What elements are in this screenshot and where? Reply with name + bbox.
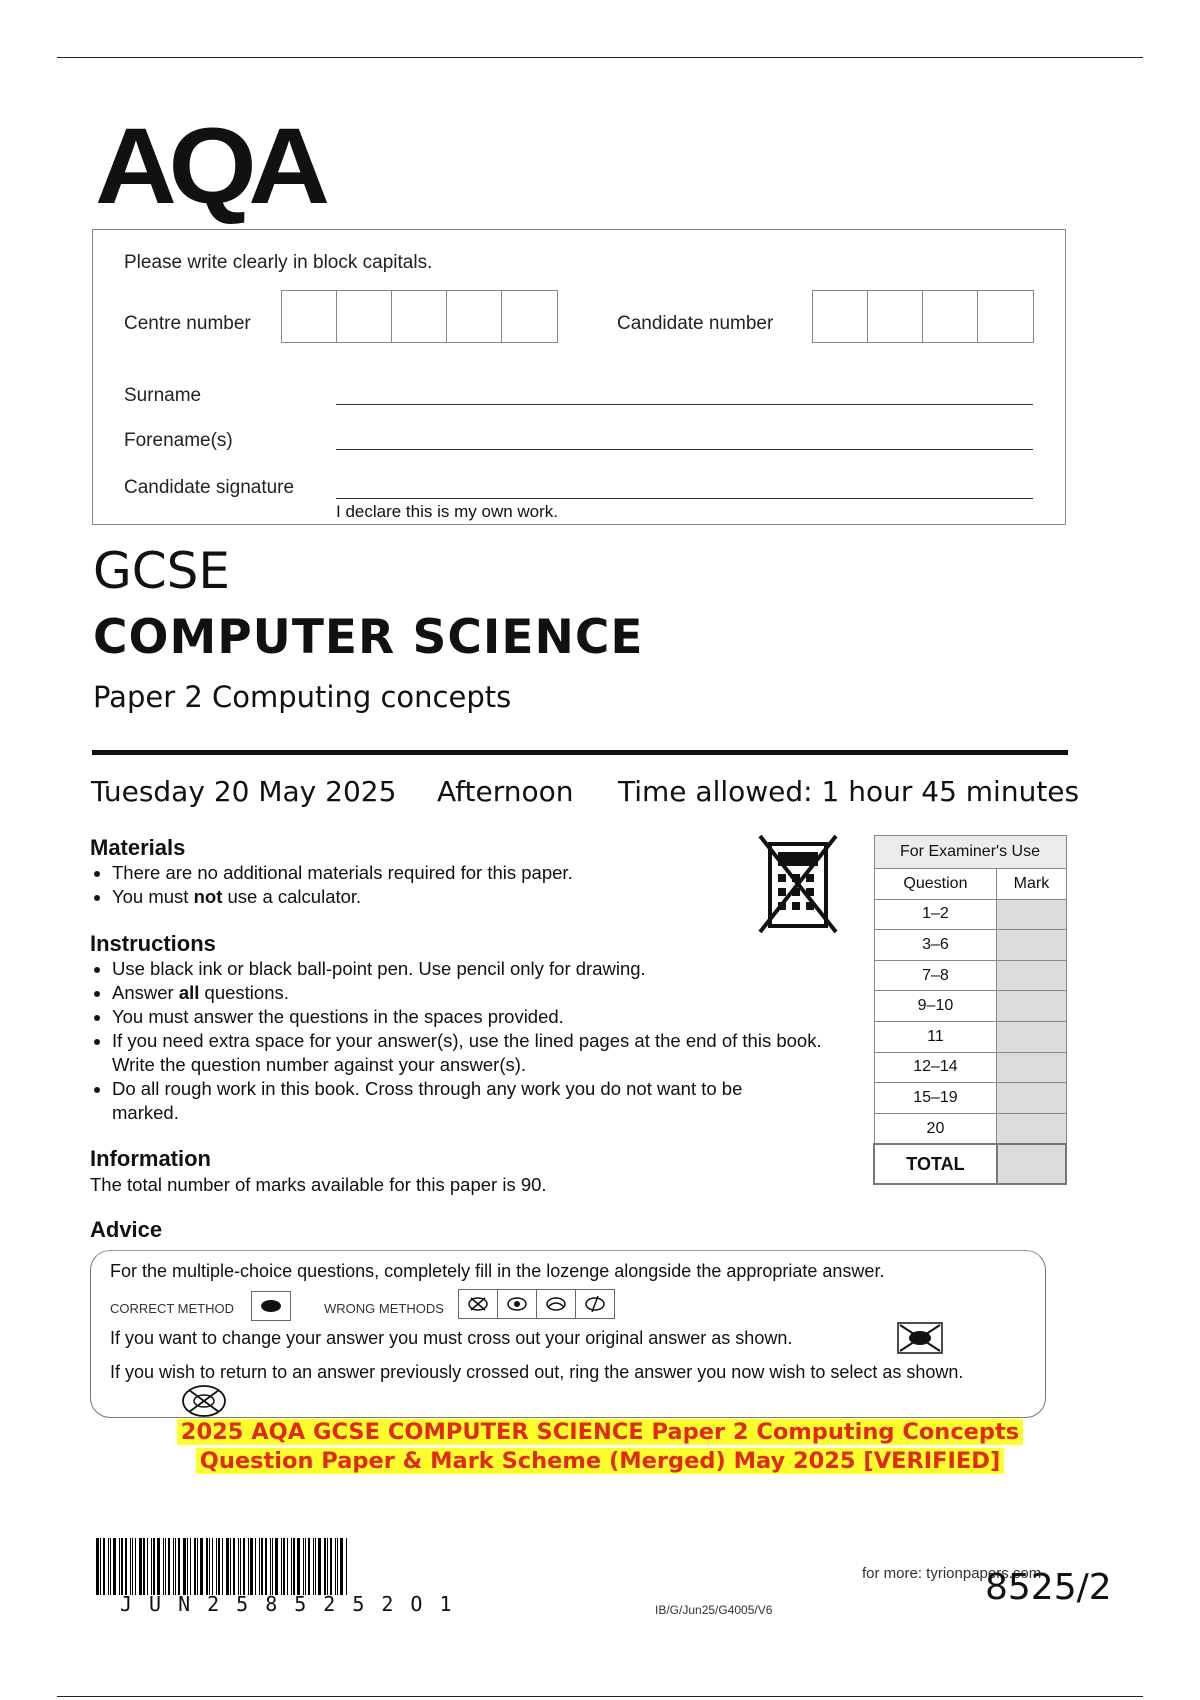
barcode-bar	[147, 1538, 148, 1595]
question-cell: 9–10	[874, 991, 997, 1022]
question-cell: 15–19	[874, 1083, 997, 1114]
barcode-bar	[250, 1538, 253, 1595]
information-heading: Information	[90, 1146, 211, 1171]
question-cell: 11	[874, 1021, 997, 1052]
barcode-bar	[243, 1538, 245, 1595]
barcode-bar	[119, 1538, 120, 1595]
banner-line-1: 2025 AQA GCSE COMPUTER SCIENCE Paper 2 Computing Concepts	[0, 1419, 1200, 1445]
barcode-bar	[293, 1538, 295, 1595]
barcode-bar	[168, 1538, 170, 1595]
declaration-text: I declare this is my own work.	[336, 502, 559, 521]
barcode-bar	[230, 1538, 231, 1595]
crossed-answer-icon	[897, 1322, 943, 1354]
mark-cell	[997, 1113, 1066, 1144]
barcode-bar	[255, 1538, 256, 1595]
barcode-bar	[281, 1538, 282, 1595]
barcode-bar	[275, 1538, 278, 1595]
candidate-details-box	[92, 229, 1066, 525]
subject-title: COMPUTER SCIENCE	[93, 610, 644, 665]
total-mark-cell	[997, 1144, 1066, 1184]
exam-date: Tuesday 20 May 2025	[91, 775, 397, 808]
barcode-bar	[190, 1538, 191, 1595]
barcode-bar	[130, 1538, 131, 1595]
barcode-bar	[313, 1538, 314, 1595]
signature-field[interactable]	[336, 498, 1033, 499]
barcode-bar	[226, 1538, 229, 1595]
candidate-number-field[interactable]	[812, 290, 1034, 343]
instruction-item: • Answer all questions.	[112, 981, 830, 1005]
barcode-bar	[200, 1538, 203, 1595]
mark-column-header: Mark	[997, 869, 1066, 900]
barcode-bar	[183, 1538, 186, 1595]
barcode-bar	[346, 1538, 347, 1595]
barcode-bar	[125, 1538, 127, 1595]
barcode-bar	[308, 1538, 310, 1595]
title-divider	[92, 750, 1068, 755]
question-cell: 12–14	[874, 1052, 997, 1083]
barcode-bar	[233, 1538, 235, 1595]
barcode-bar	[240, 1538, 241, 1595]
barcode-bar	[340, 1538, 343, 1595]
barcode-bar	[261, 1538, 263, 1595]
candidate-number-label: Candidate number	[617, 313, 774, 334]
barcode-bar	[303, 1538, 304, 1595]
barcode-bar	[206, 1538, 208, 1595]
instruction-item: • Use black ink or black ball-point pen. Use pencil only for drawing.	[112, 957, 830, 981]
barcode-bar	[270, 1538, 271, 1595]
advice-line-1: For the multiple-choice questions, completely fill in the lozenge alongside the appropriate answer.	[110, 1261, 885, 1281]
barcode-bar	[324, 1538, 326, 1595]
barcode-bar	[187, 1538, 188, 1595]
barcode-bar	[272, 1538, 273, 1595]
forenames-field[interactable]	[336, 449, 1033, 450]
barcode-bar	[218, 1538, 220, 1595]
barcode-bar	[153, 1538, 155, 1595]
question-cell: 3–6	[874, 930, 997, 961]
document-reference: IB/G/Jun25/G4005/V6	[655, 1603, 773, 1617]
mark-cell	[997, 1052, 1066, 1083]
barcode-bar	[287, 1538, 288, 1595]
barcode-bar	[175, 1538, 176, 1595]
wrong-methods-examples	[458, 1289, 615, 1319]
barcode-bar	[103, 1538, 105, 1595]
time-allowed: Time allowed: 1 hour 45 minutes	[618, 775, 1080, 808]
top-rule	[57, 57, 1143, 58]
barcode-bar	[178, 1538, 180, 1595]
bottom-rule	[57, 1696, 1143, 1697]
mark-cell	[997, 1021, 1066, 1052]
barcode-bar	[259, 1538, 260, 1595]
correct-method-label: CORRECT METHOD	[110, 1301, 234, 1316]
barcode-bar	[194, 1538, 196, 1595]
barcode-bar	[265, 1538, 267, 1595]
centre-number-label: Centre number	[124, 313, 251, 334]
no-calculator-icon	[758, 834, 838, 934]
wrong-methods-label: WRONG METHODS	[324, 1301, 444, 1316]
barcode-bar	[335, 1538, 336, 1595]
banner-line-2: Question Paper & Mark Scheme (Merged) May 2025 [VERIFIED]	[0, 1448, 1200, 1474]
forenames-label: Forename(s)	[124, 430, 233, 451]
advice-line-2: If you want to change your answer you must cross out your original answer as shown.	[110, 1328, 793, 1348]
barcode-bar	[139, 1538, 142, 1595]
instructions-section	[90, 931, 830, 1125]
materials-section	[90, 835, 750, 909]
barcode-bar	[113, 1538, 116, 1595]
advice-box	[90, 1250, 1046, 1418]
materials-heading: Materials	[90, 835, 186, 860]
qualification-title: GCSE	[93, 542, 230, 600]
barcode-bar	[216, 1538, 217, 1595]
barcode-bar	[110, 1538, 111, 1595]
barcode-bar	[135, 1538, 136, 1595]
exam-session: Afternoon	[437, 775, 574, 808]
question-cell: 1–2	[874, 899, 997, 930]
barcode-bar	[165, 1538, 166, 1595]
barcode-bar	[121, 1538, 123, 1595]
barcode-bar	[108, 1538, 109, 1595]
block-capitals-instruction: Please write clearly in block capitals.	[124, 252, 433, 273]
barcode-bar	[315, 1538, 316, 1595]
barcode-bar	[283, 1538, 285, 1595]
barcode-bar	[222, 1538, 223, 1595]
barcode-bar	[337, 1538, 338, 1595]
barcode-bar	[143, 1538, 145, 1595]
instructions-heading: Instructions	[90, 931, 216, 956]
more-papers-link[interactable]: for more: tyrionpapers.com	[862, 1565, 1042, 1582]
barcode-bar	[100, 1538, 101, 1595]
barcode-bar	[173, 1538, 174, 1595]
barcode-bar	[212, 1538, 213, 1595]
mark-cell	[997, 899, 1066, 930]
signature-label: Candidate signature	[124, 477, 295, 498]
barcode-bar	[238, 1538, 239, 1595]
barcode-bar	[327, 1538, 328, 1595]
surname-label: Surname	[124, 385, 202, 406]
centre-number-field[interactable]	[281, 290, 558, 343]
barcode-bar	[163, 1538, 164, 1595]
paper-title: Paper 2 Computing concepts	[93, 680, 512, 714]
barcode-bar	[318, 1538, 321, 1595]
instruction-item: • You must answer the questions in the spaces provided.	[112, 1005, 830, 1029]
barcode-bar	[132, 1538, 133, 1595]
aqa-logo: AQA	[95, 105, 322, 226]
barcode-bar	[209, 1538, 210, 1595]
barcode-bar	[305, 1538, 306, 1595]
advice-heading: Advice	[90, 1217, 163, 1242]
advice-line-3: If you wish to return to an answer previously crossed out, ring the answer you now wish to select as shown.	[110, 1362, 964, 1382]
instruction-item: • Do all rough work in this book. Cross through any work you do not want to be marked.	[112, 1077, 830, 1125]
materials-item: • There are no additional materials required for this paper.	[112, 861, 750, 885]
barcode-bar	[297, 1538, 300, 1595]
mark-cell	[997, 960, 1066, 991]
barcode-bar	[291, 1538, 292, 1595]
question-cell: 20	[874, 1113, 997, 1144]
barcode-bar	[157, 1538, 160, 1595]
barcode-number: JUN2585252O1	[120, 1592, 469, 1616]
total-marks-text: The total number of marks available for this paper is 90.	[90, 1174, 547, 1195]
surname-field[interactable]	[336, 404, 1033, 405]
question-cell: 7–8	[874, 960, 997, 991]
examiner-table-title: For Examiner's Use	[874, 836, 1066, 869]
barcode	[96, 1538, 481, 1595]
ringed-answer-icon	[181, 1383, 227, 1419]
barcode-bar	[330, 1538, 332, 1595]
question-column-header: Question	[874, 869, 997, 900]
barcode-bar	[96, 1538, 99, 1595]
examiner-use-table	[873, 835, 1067, 1185]
instruction-item: • If you need extra space for your answer(s), use the lined pages at the end of this book. Write the question number against your answer(s).	[112, 1029, 830, 1077]
mark-cell	[997, 991, 1066, 1022]
information-section	[90, 1146, 790, 1196]
total-label: TOTAL	[874, 1144, 997, 1184]
mark-cell	[997, 930, 1066, 961]
mark-cell	[997, 1083, 1066, 1114]
barcode-bar	[151, 1538, 152, 1595]
paper-code: 8525/2	[985, 1567, 1112, 1608]
correct-method-example	[251, 1291, 291, 1321]
barcode-bar	[197, 1538, 198, 1595]
materials-item: • You must not use a calculator.	[112, 885, 750, 909]
barcode-bar	[248, 1538, 249, 1595]
